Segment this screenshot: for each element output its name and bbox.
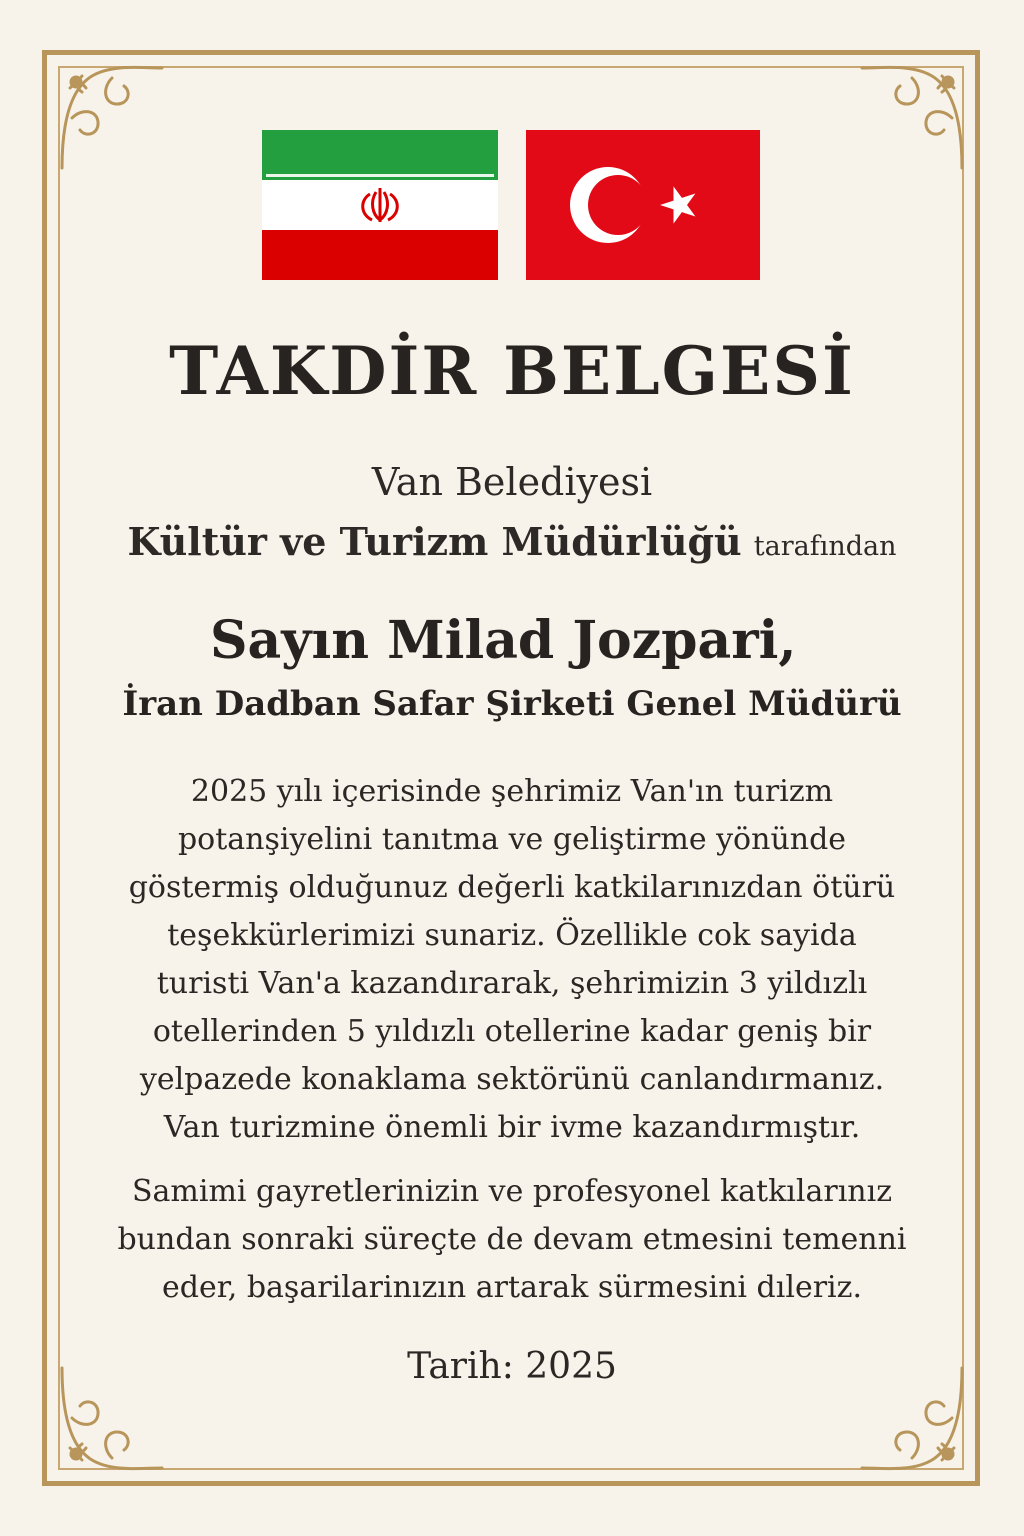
issuer-department: Kültür ve Turizm Müdürlüğü bbox=[127, 519, 742, 564]
turkey-flag-icon bbox=[526, 130, 760, 280]
closing-paragraph: Samimi gayretlerinizin ve profesyonel katkılarınız bundan sonraki süreçte de devam etmesini temenni eder, başarilarinızın artarak sürmesini dıleriz. bbox=[117, 1174, 907, 1305]
certificate-date: Tarih: 2025 bbox=[407, 1346, 617, 1387]
corner-ornament-icon bbox=[852, 58, 972, 178]
corner-ornament-icon bbox=[52, 58, 172, 178]
recipient-name: Sayın Milad Jozpari, bbox=[210, 610, 797, 671]
issuer-municipality: Van Belediyesi bbox=[371, 460, 653, 504]
issuer-department-line bbox=[0, 512, 1024, 577]
recipient-title: İran Dadban Safar Şirketi Genel Müdürü bbox=[122, 684, 902, 724]
body-paragraph: 2025 yılı içerisinde şehrimiz Van'ın turizm potanşiyelini tanıtma ve geliştirme yönünde göstermiş olduğunuz değerli katkilarınızdan ötürü teşekkürlerimizi sunariz. Özellikle cok sayida turisti Van'a kazandırarak, şehrimizin 3 yildızlı otellerinden 5 yıldızlı otellerine kadar geniş bir yelpazede konaklama sektörünü canlandırmanız. Van turizmine önemli bir ivme kazandırmıştır. bbox=[128, 774, 896, 1145]
iran-flag-icon bbox=[262, 130, 498, 280]
issuer-block bbox=[0, 452, 1024, 577]
issuer-suffix: tarafından bbox=[753, 531, 897, 562]
certificate-title: TAKDİR BELGESİ bbox=[169, 332, 855, 410]
